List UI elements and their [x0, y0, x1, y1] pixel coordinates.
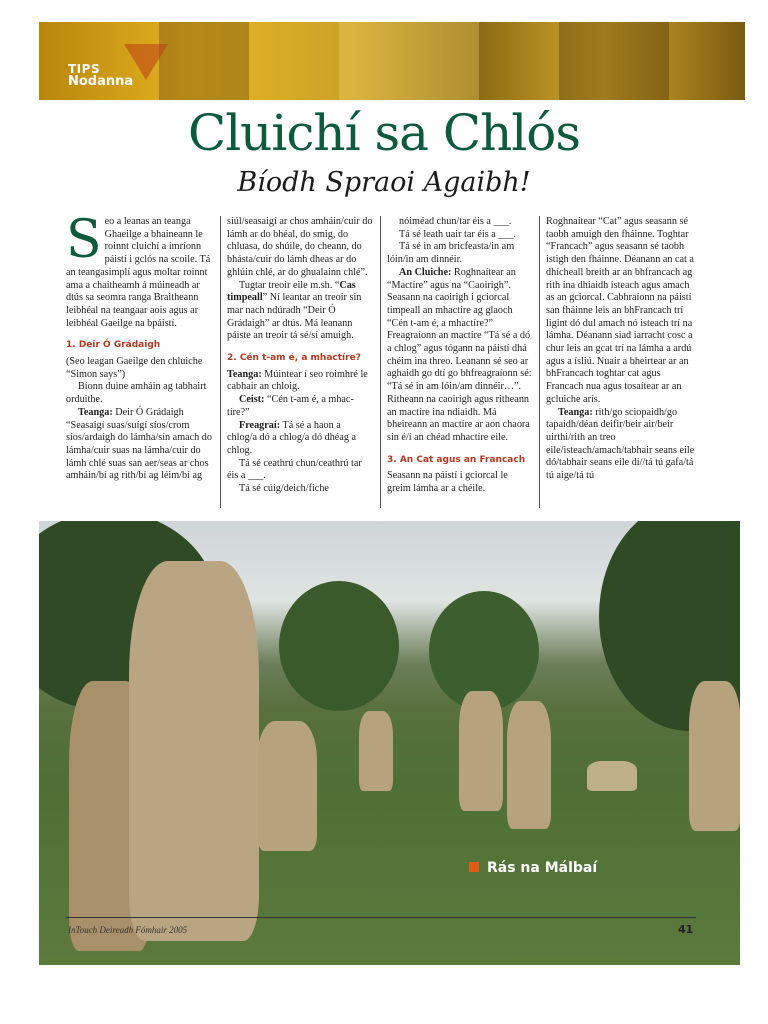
inline-label: Teanga:: [558, 406, 593, 418]
column-divider: [380, 216, 381, 508]
paragraph-text: Deir Ó Grádaigh “Seasaigí suas/suígí síos/crom síos/ardaigh do lámha/sín amach do lámha/cuir suas na lámha/cuir do lámh chlé suas san aer/seas ar chos amháin/bí ag rith/bí ag léim/bí ag: [66, 406, 212, 482]
paragraph-text: Roghnaítear an “Mactíre” agus na “Caoirigh”. Seasann na caoirigh i gciorcal timpeall an mhactíre ag glaoch “Cén t-am é, a mhactíre?” Freagraíonn an mactíre “Tá sé a dó a chlog” agus tógann na páistí dhá chéim ina threo. Leanann sé seo ar aghaidh go dtí go bhfreagraíonn sé: “Tá sé in am lóin/am dinnéir…”. Ritheann na caoirigh agus ritheann an mactíre ina ndiaidh. Má bheireann an mactíre ar aon chaora sin é/í an chéad mhactíre eile.: [387, 266, 532, 443]
paragraph: nóiméad chun/tar éis a ___.: [399, 216, 512, 227]
paragraph: Tá sé ceathrú chun/ceathrú tar éis a ___.: [227, 457, 362, 482]
paragraph: Tá sé cúig/deich/fiche: [239, 483, 329, 495]
text-column-1: [66, 210, 214, 483]
banner-decoration: [159, 22, 249, 100]
paragraph-text: Tá sé a haon a chlog/a dó a chlog/a dó dhéag a chlog.: [227, 419, 356, 456]
paragraph: siúl/seasaigí ar chos amháin/cuir do lámh ar do bhéal, do smig, do chluasa, do shúile, do cheann, do bhásta/cuir do lámh dheas ar do ghlúin chlé, ar do ghualainn chlé”.: [227, 216, 373, 278]
text-column-4: [546, 216, 696, 483]
text-column-3: [387, 216, 533, 496]
child-figure: [459, 691, 503, 811]
footer-rule: [66, 917, 696, 918]
paragraph: (Seo leagan Gaeilge den chluiche “Simon says”): [66, 356, 203, 380]
child-figure: [587, 761, 637, 791]
section-heading-1: 1. Deir Ó Grádaigh: [66, 340, 161, 351]
tree-shape: [279, 581, 399, 711]
inline-emphasis: Cas timpeall: [227, 279, 356, 304]
paragraph: [66, 407, 214, 483]
inline-label: An Cluiche:: [399, 266, 452, 278]
banner-decoration: [339, 22, 479, 100]
paragraph-text: “Cén t-am é, a mhac-tíre?”: [227, 394, 354, 418]
sack-race-photo: [39, 521, 740, 965]
paragraph: [227, 394, 373, 419]
paragraph: [227, 280, 373, 344]
paragraph: [546, 407, 696, 483]
paragraph-text: Múintear í seo roimhré le cabhair an chloig.: [227, 368, 368, 393]
paragraph: Seasann na páistí i gciorcal le greim lámha ar a chéile.: [387, 470, 508, 495]
paragraph: Bíonn duine amháin ag tabhairt orduithe.: [66, 381, 207, 406]
photo-caption: [469, 860, 597, 876]
article-title: Cluichí sa Chlós: [187, 104, 581, 162]
child-figure: [689, 681, 740, 831]
child-figure: [359, 711, 393, 791]
child-figure: [129, 561, 259, 941]
footer-issue: InTouch Deireadh Fómhair 2005: [68, 925, 188, 935]
paragraph: Tá sé leath uair tar éis a ___.: [399, 228, 517, 240]
page-number: 41: [678, 923, 694, 936]
paragraph: [387, 267, 533, 445]
caption-text: Rás na Málbaí: [487, 860, 598, 876]
paragraph-text: Tugtar treoir eile m.sh. “: [239, 279, 340, 291]
inline-label: Teanga:: [78, 406, 113, 418]
section-label-en: TIPS: [68, 62, 101, 76]
section-heading-3: 3. An Cat agus an Francach: [387, 454, 526, 465]
section-banner: [39, 22, 745, 100]
article-subtitle: Bíodh Spraoi Agaibh!: [237, 167, 531, 198]
inline-label: Freagraí:: [239, 419, 281, 431]
text-column-2: [227, 216, 373, 496]
paragraph: [227, 420, 373, 458]
paragraph: Roghnaítear “Cat” agus seasann sé taobh amuigh den fháinne. Toghtar “Francach” agus seasann sé taobh istigh den fháinne. Déanann an cat a dhícheall breith ar an bhfrancach ag rith ina dhiaidh isteach agus amach as an gciorcal. Cabhraíonn na páistí san fháinne leis an bhFrancach trí ligint dó dul amach nó isteach trí na lámha. Déanann siad iarracht cosc a chur leis an gcat trí na lámha a ardú agus a ísliú. Nuair a bheirtear ar an bhFrancach toghtar cat agus Francach nua agus tosaítear ar an gcluiche arís.: [546, 216, 694, 405]
inline-label: Ceist:: [239, 394, 265, 406]
paragraph-text: ” Ní leantar an treoir sin mar nach ndúradh “Deir Ó Grádaigh” ar dtús. Má leanann páiste an treoir tá sé/sí amuigh.: [227, 292, 362, 342]
banner-decoration: [559, 22, 669, 100]
intro-paragraph: eo a leanas an teanga Ghaeilge a bhaineann le roinnt cluichí a imríonn páistí i gclós na scoile. Tá an teangasimplí agus moltar roinnt ama a chaitheamh á múineadh ar dtús sa seomra ranga Braitheann leibhéal na teangaar aois agus ar leibhéal Gaeilge na bpáistí.: [66, 216, 211, 329]
paragraph-text: rith/go sciopaidh/go tapaidh/déan deifir/beir air/beir uirthi/rith an treo eile/isteach/amach/tabhair seans eile dó/tabhair seans eile di//tá tú gafa/tá tú aige/tá tú: [546, 406, 695, 482]
paragraph: [227, 369, 373, 394]
paragraph: Tá sé in am bricfeasta/in am lóin/in am dinnéir.: [387, 241, 515, 266]
section-heading-2: 2. Cén t-am é, a mhactíre?: [227, 353, 361, 364]
drop-cap: S: [66, 210, 102, 270]
inline-label: Teanga:: [227, 368, 262, 380]
section-label-ga: Nodanna: [68, 74, 134, 89]
column-divider: [220, 216, 221, 508]
child-figure: [257, 721, 317, 851]
child-figure: [507, 701, 551, 829]
square-bullet-icon: [469, 862, 479, 872]
column-divider: [539, 216, 540, 508]
